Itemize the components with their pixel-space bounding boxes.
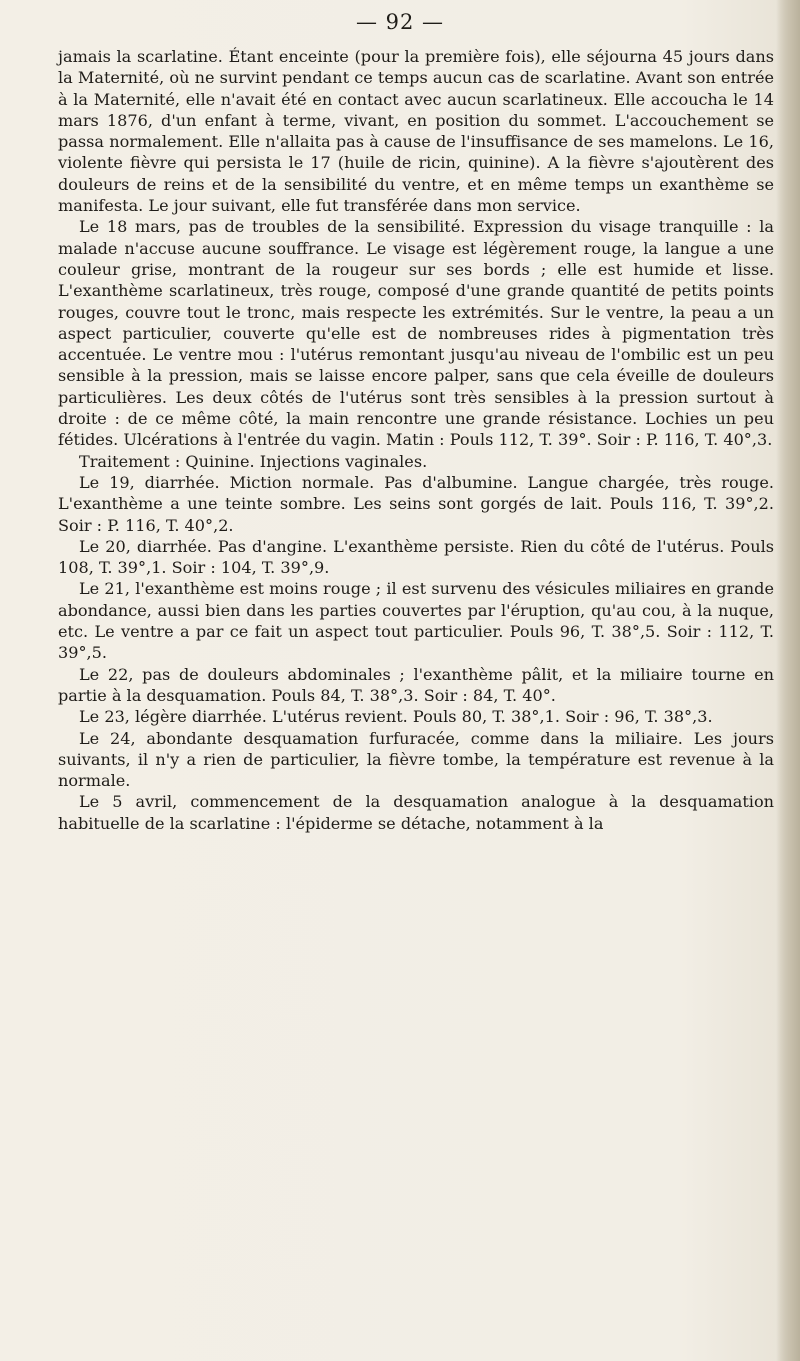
page-edge-shadow (776, 0, 800, 1361)
paragraph: Le 24, abondante desquamation furfuracée, comme dans la miliaire. Les jours suivants, il n'y a rien de particulier, la fièvre tombe, la température est revenue à la normale. (58, 728, 774, 791)
paragraph: Traitement : Quinine. Injections vaginales. (79, 451, 428, 471)
body-text (58, 46, 774, 834)
paragraph: Le 19, diarrhée. Miction normale. Pas d'albumine. Langue chargée, très rouge. L'exanthème a une teinte sombre. Les seins sont gorgés de lait. Pouls 116, T. 39°,2. Soir : P. 116, T. 40°,2. (58, 472, 774, 535)
paragraph: Le 18 mars, pas de troubles de la sensibilité. Expression du visage tranquille : la malade n'accuse aucune souffrance. Le visage est légèrement rouge, la langue a une couleur grise, montrant de la rougeur sur ses bords ; elle est humide et lisse. L'exanthème scarlatineux, très rouge, composé d'une grande quantité de petits points rouges, couvre tout le tronc, mais respecte les extrémités. Sur le ventre, la peau a un aspect particulier, couverte qu'elle est de nombreuses rides à pigmentation très accentuée. Le ventre mou : l'utérus remontant jusqu'au niveau de l'ombilic est un peu sensible à la pression, mais se laisse encore palper, sans que cela éveille de douleurs particulières. Les deux côtés de l'utérus sont très sensibles à la pression surtout à droite : de ce même côté, la main rencontre une grande résistance. Lochies un peu fétides. Ulcérations à l'entrée du vagin. Matin : Pouls 112, T. 39°. Soir : P. 116, T. 40°,3. (58, 217, 774, 450)
paragraph: jamais la scarlatine. Étant enceinte (pour la première fois), elle séjourna 45 jours dans la Maternité, où ne survint pendant ce temps aucun cas de scarlatine. Avant son entrée à la Maternité, elle n'avait été en contact avec aucun scarlatineux. Elle accoucha le 14 mars 1876, d'un enfant à terme, vivant, en position du sommet. L'accouchement se passa normalement. Elle n'allaita pas à cause de l'insuffisance de ses mamelons. Le 16, violente fièvre qui persista le 17 (huile de ricin, quinine). A la fièvre s'ajoutèrent des douleurs de reins et de la sensibilité du ventre, et en même temps un exanthème se manifesta. Le jour suivant, elle fut transférée dans mon service. (58, 47, 774, 216)
paragraph: Le 5 avril, commencement de la desquamation analogue à la desquamation habituelle de la scarlatine : l'épiderme se détache, notamment à la (58, 792, 774, 833)
paragraph: Le 21, l'exanthème est moins rouge ; il est survenu des vésicules miliaires en grande abondance, aussi bien dans les parties couvertes par l'éruption, qu'au cou, à la nuque, etc. Le ventre a par ce fait un aspect tout particulier. Pouls 96, T. 38°,5. Soir : 112, T. 39°,5. (58, 579, 774, 663)
paragraph: Le 23, légère diarrhée. L'utérus revient. Pouls 80, T. 38°,1. Soir : 96, T. 38°,3. (79, 707, 713, 727)
paragraph: Le 20, diarrhée. Pas d'angine. L'exanthème persiste. Rien du côté de l'utérus. Pouls 108, T. 39°,1. Soir : 104, T. 39°,9. (58, 536, 774, 578)
paragraph: Le 22, pas de douleurs abdominales ; l'exanthème pâlit, et la miliaire tourne en partie à la desquamation. Pouls 84, T. 38°,3. Soir : 84, T. 40°. (58, 664, 774, 705)
page-number: — 92 — (355, 10, 445, 34)
